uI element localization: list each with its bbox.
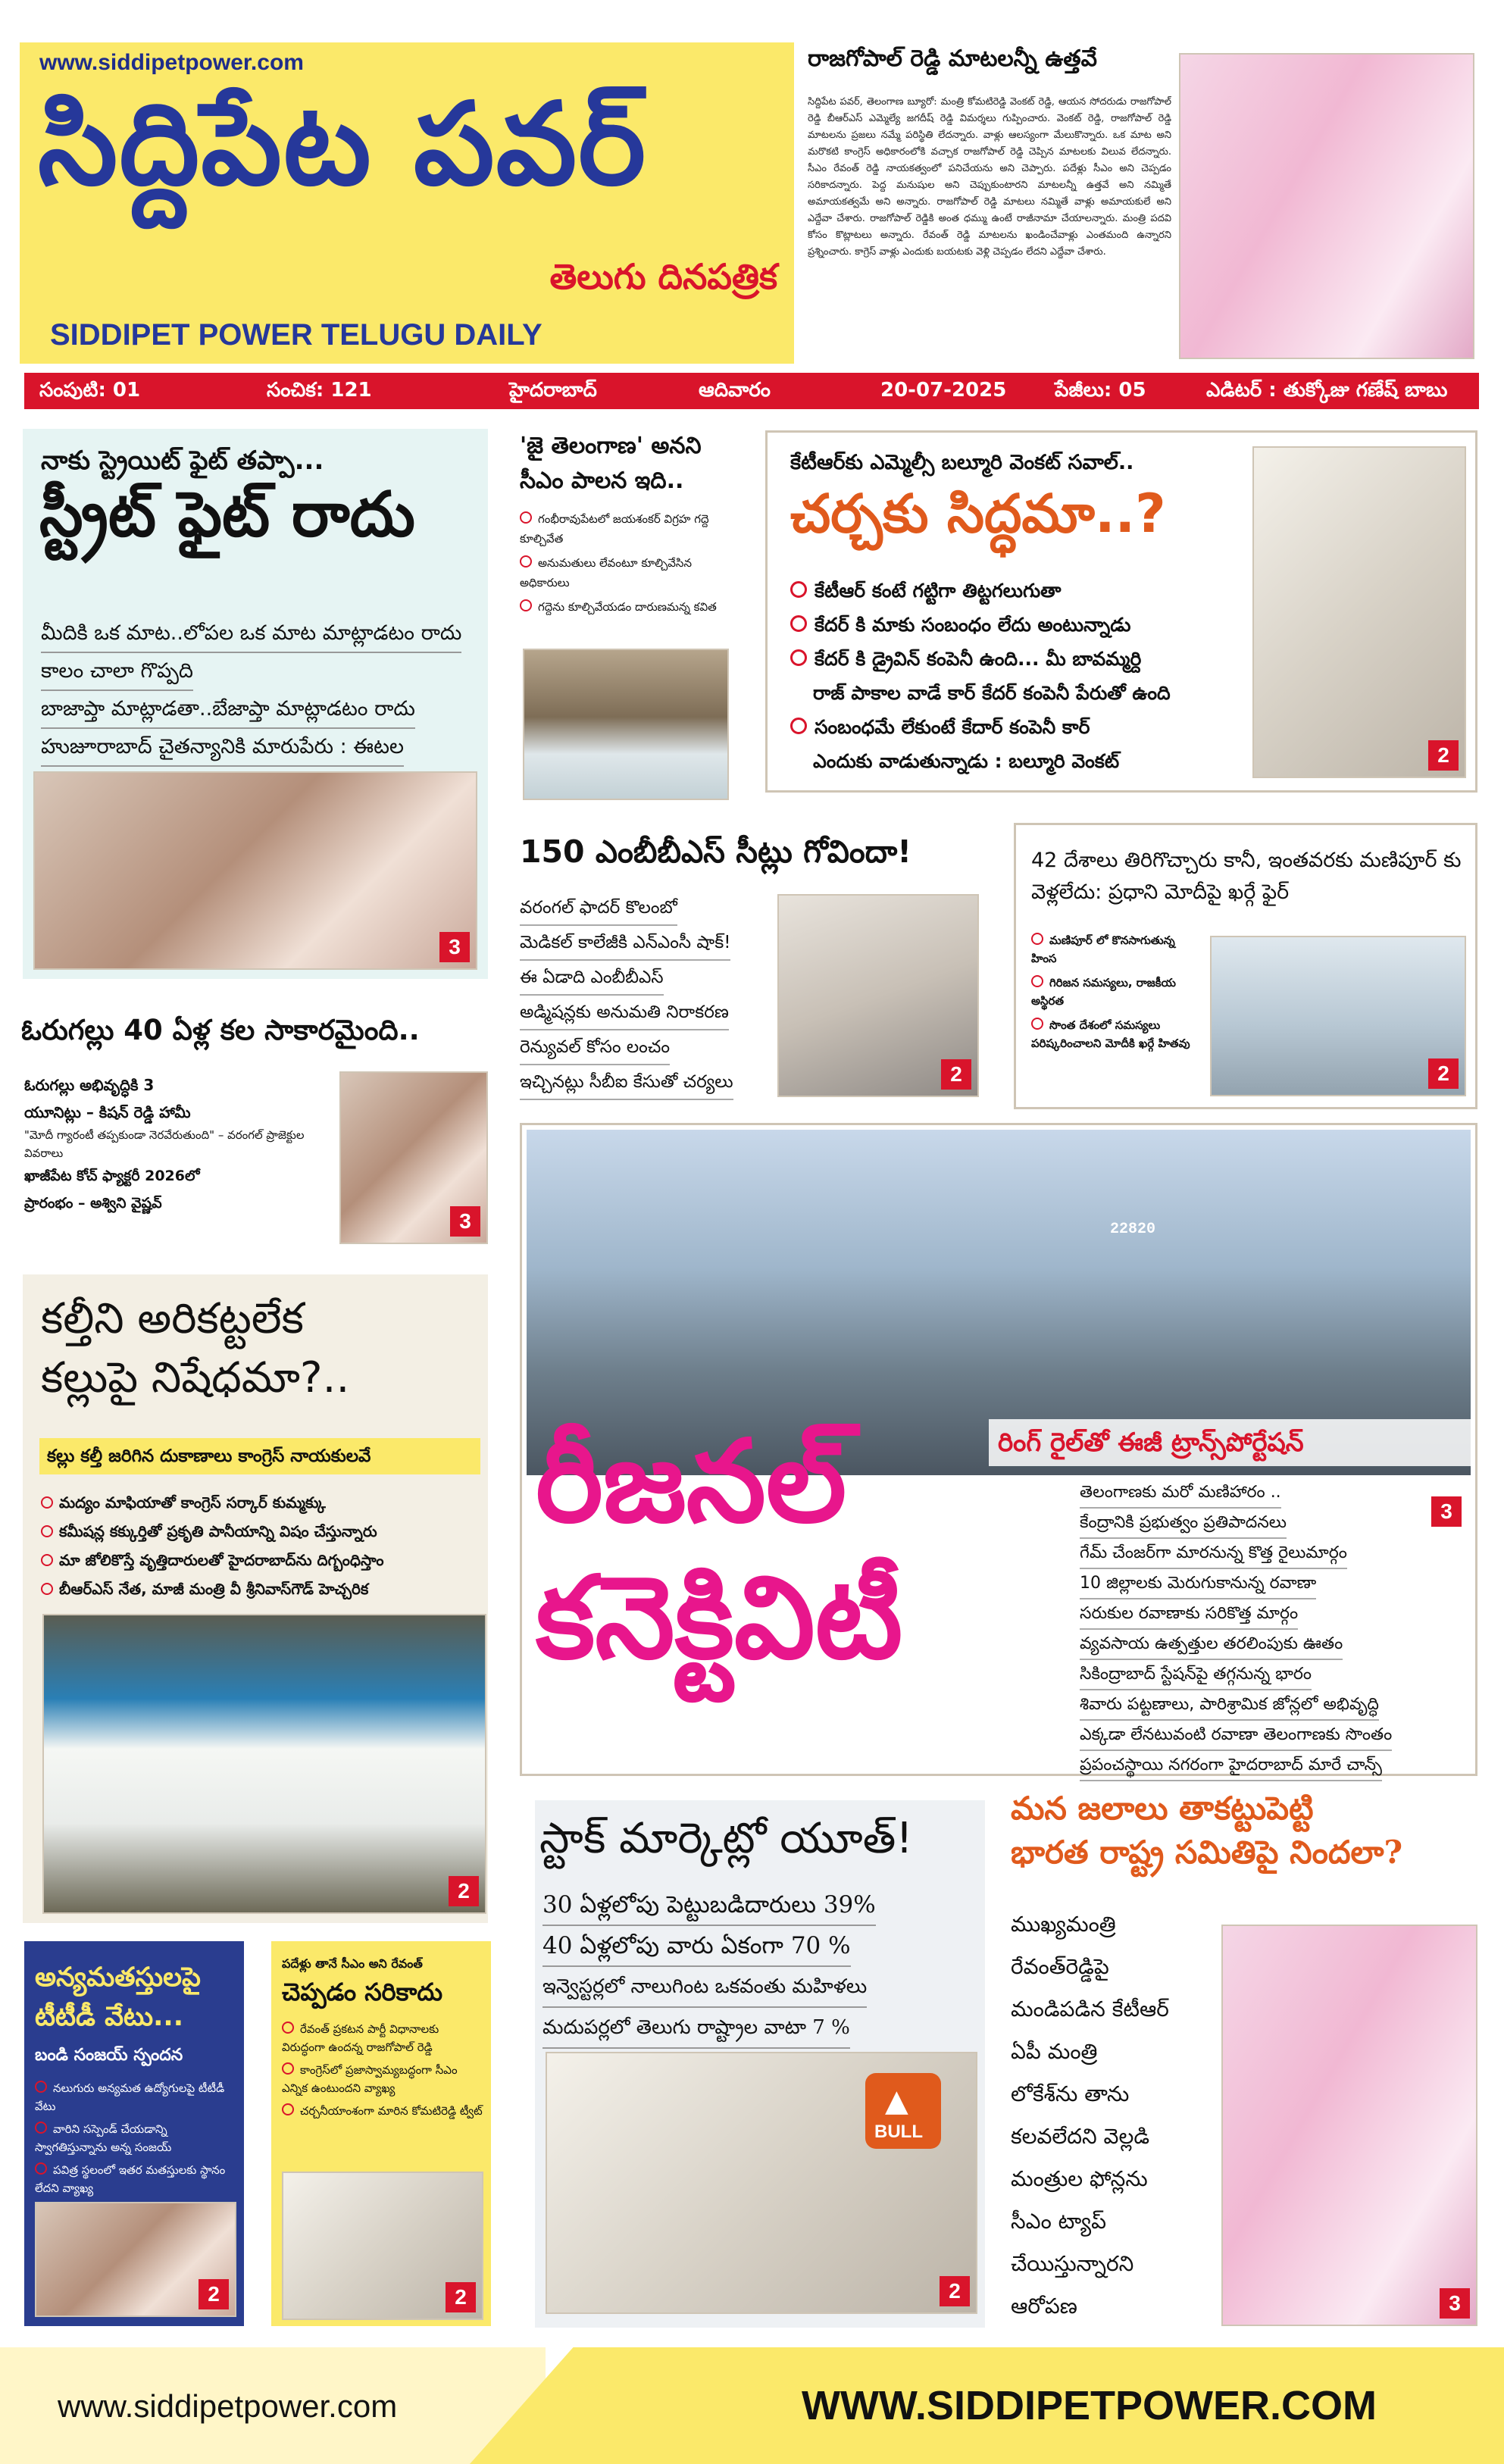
water-lines <box>1011 1903 1215 2328</box>
regional-line: సికింద్రాబాద్ స్టేషన్‌పై తగ్గనున్న భారం <box>1080 1660 1312 1690</box>
warangal-photo <box>339 1071 488 1244</box>
masthead-subtitle-english: SIDDIPET POWER TELUGU DAILY <box>50 318 543 352</box>
warangal-line: ప్రారంభం – అశ్విని వైష్ణవ్ <box>24 1195 162 1212</box>
water-headline-2: భారత రాష్ట్ర సమితిపై నిందలా? <box>1011 1834 1403 1871</box>
water-line: ముఖ్యమంత్రి <box>1011 1912 1116 1937</box>
stock-line: 40 ఏళ్లలోపు వారు ఏకంగా 70 % <box>543 1926 851 1967</box>
street-fight-line: కాలం చాలా గొప్పది <box>41 653 193 691</box>
stock-headline: స్టాక్ మార్కెట్లో యూత్! <box>539 1814 913 1863</box>
ktr-ballur-line: ఎందుకు వాడుతున్నాడు : బల్మూరి వెంకట్ <box>813 750 1120 772</box>
mbbs-line: ఈ ఏడాది ఎంబీబీఎస్ <box>520 961 664 996</box>
jai-telangana-headline: 'జై తెలంగాణ' అనని సీఎం పాలన ఇది.. <box>520 433 702 494</box>
mbbs-line: వరంగల్ ఫాదర్ కొలంబో <box>520 891 677 926</box>
page-number-badge: 3 <box>450 1206 480 1237</box>
bull-badge <box>865 2073 941 2149</box>
top-story-headline: రాజగోపాల్ రెడ్డి మాటలన్నీ ఉత్తవే <box>808 45 1097 72</box>
manipur-bullet: గిరిజన సమస్యలు, రాజకీయ అస్థిరత <box>1031 974 1190 1010</box>
regional-line: 10 జిల్లాలకు మెరుగుకానున్న రవాణా <box>1080 1569 1316 1599</box>
warangal-lines <box>24 1071 320 1217</box>
page-number-badge: 2 <box>449 1876 479 1906</box>
kallu-bullet: బీఆర్ఎస్ నేత, మాజీ మంత్రి వీ శ్రీనివాస్‌గౌడ్ హెచ్చరిక <box>41 1574 483 1603</box>
revanth-bullets <box>282 2020 483 2120</box>
regional-headline-1: రీజనల్ <box>536 1416 847 1548</box>
revanth-bullet: చర్చనీయాంశంగా మారిన కోమటిరెడ్డి ట్వీట్ <box>282 2102 483 2120</box>
regional-line: సరుకుల రవాణాకు సరికొత్త మార్గం <box>1080 1599 1298 1630</box>
dateline-pages: పేజీలు: 05 <box>1055 379 1146 402</box>
water-line: సీఎం ట్యాప్ <box>1011 2209 1106 2234</box>
water-line: రేవంత్‌రెడ్డిపై <box>1011 1954 1109 1979</box>
page-number-badge: 2 <box>941 1059 971 1090</box>
ttd-sub: బండి సంజయ్ స్పందన <box>35 2046 183 2065</box>
top-story-photo <box>1179 53 1474 359</box>
street-fight-line: బాజాప్తా మాట్లాడతా..బేజాప్తా మాట్లాడటం రాదు <box>41 691 415 729</box>
jai-telangana-bullets <box>520 509 739 617</box>
ktr-ballur-bullet: కేటీఆర్ కంటే గట్టిగా తిట్టగలుగుతా <box>790 574 1245 608</box>
revanth-headline: చెప్పడం సరికాదు <box>282 1978 443 2006</box>
mbbs-line: అడ్మిషన్లకు అనుమతి నిరాకరణ <box>520 996 729 1030</box>
water-line: లోకేశ్‌ను తాను <box>1011 2081 1130 2106</box>
page-number-badge: 2 <box>446 2282 476 2312</box>
water-photo <box>1221 1925 1477 2326</box>
kallu-bullets <box>41 1488 483 1603</box>
regional-line: ఎక్కడా లేనటువంటి రవాణా తెలంగాణకు సొంతం <box>1080 1721 1392 1751</box>
jai-telangana-bullet: అనుమతులు లేవంటూ కూల్చివేసిన అధికారులు <box>520 553 739 593</box>
kallu-bullet: మా జోలికొస్తే వృత్తిదారులతో హైదరాబాద్‌ను దిగ్బంధిస్తాం <box>41 1546 483 1574</box>
regional-subhead: రింగ్ రైల్‌తో ఈజీ ట్రాన్స్‌పోర్టేషన్ <box>989 1419 1474 1466</box>
manipur-bullet: సొంత దేశంలో సమస్యలు పరిష్కరించాలని మోదీకి ఖర్గే హితవు <box>1031 1016 1190 1052</box>
top-story <box>808 45 1171 364</box>
kallu-banner: కల్లు కల్తీ జరిగిన దుకాణాలు కాంగ్రెస్ నాయకులవే <box>39 1438 480 1474</box>
street-fight-photo <box>33 771 477 970</box>
regional-loco-number: 22820 <box>1110 1221 1156 1238</box>
manipur-story <box>1014 823 1477 1109</box>
bull-icon: ▲ <box>885 2084 908 2118</box>
ktr-ballur-bullet: కేదర్ కి మాకు సంబంధం లేదు అంటున్నాడు <box>790 608 1245 642</box>
top-story-body: సిద్దిపేట పవర్, తెలంగాణ బ్యూరో: మంత్రి కోమటిరెడ్డి వెంకట్ రెడ్డి, ఆయన సోదరుడు రాజగోపాల్ రెడ్డి బీఆర్ఎస్ ఎమ్మెల్యే జగదీష్ రెడ్డి విమర్శలు గుప్పించారు. వెంకట్ రెడ్డి, రాజగోపాల్ రెడ్డి మాటలను ప్రజలు నమ్మే పరిస్థితి లేదన్నారు. వాళ్లు ఆలస్యంగా మేలుకొన్నారు. ఒక మాట అని మరొకటి కాంగ్రెస్ అధికారంలోకి వచ్చాక రాజగోపాల్ రెడ్డి చెప్పిన మాటలకు విలువ లేదన్నారు. సీఎం రేవంత్ రెడ్డి నాయకత్వంలో పనిచేయను అని చెప్పారు. పదేళ్లు సీఎం అని చెప్పడం సరికాదన్నారు. పెద్ద మనుషుల అని చెప్పుకుంటారని మాటలన్నీ ఉత్తవే అని నమ్మితే అమాయకత్వమే అని అన్నారు. రాజగోపాల్ రెడ్డి మాటలు నమ్మితే వాళ్లు అమాయకులే అని ఎద్దేవా చేశారు. రాజగోపాల్ రెడ్డికి అంత ధమ్ము ఉంటే రాజీనామా చేయాలన్నారు. మంత్రి పదవి కోసం కొట్లాటలు అన్నారు. రేవంత్ రెడ్డి మాటలను ఖండించేవాళ్లు ఎంతమంది ఉన్నారని ప్రశ్నించారు. కాగ్రెస్ వాళ్లు ఎందుకు బయటకు వెళ్లి చెప్పడం లేదని ఎద్దేవా చేశారు. <box>808 96 1171 258</box>
page-number-badge: 2 <box>199 2279 229 2309</box>
kallu-headline-1: కల్తీని అరికట్టలేక <box>41 1294 304 1343</box>
footer <box>0 2347 1504 2464</box>
dateline-day: ఆదివారం <box>699 379 771 402</box>
page-number-badge: 2 <box>1428 740 1459 771</box>
kallu-bullet: కమీషన్ల కక్కుర్తితో ప్రకృతి పానీయాన్ని విషం చేస్తున్నారు <box>41 1517 483 1546</box>
street-fight-lines <box>41 615 480 767</box>
jai-telangana-story <box>520 429 739 808</box>
kallu-bullet: మద్యం మాఫియాతో కాంగ్రెస్ సర్కార్ కుమ్మక్కు <box>41 1488 483 1517</box>
page-number-badge: 2 <box>940 2276 970 2306</box>
water-line: మంత్రుల ఫోన్లను <box>1011 2166 1148 2191</box>
page-number-badge: 3 <box>439 932 470 962</box>
ttd-bullet: నలుగురు అన్యమత ఉద్యోగులపై టీటీడీ వేటు <box>35 2079 236 2115</box>
dateline-date: 20-07-2025 <box>880 379 1007 402</box>
ktr-ballur-photo <box>1252 446 1466 778</box>
kallu-headline-2: కల్లుపై నిషేధమా?.. <box>41 1353 350 1402</box>
kallu-photo <box>42 1614 486 1914</box>
stock-lines <box>543 1885 977 2049</box>
stock-photo <box>546 2052 977 2314</box>
warangal-line: ఓరుగల్లు అభివృద్ధికి 3 <box>24 1076 155 1094</box>
warangal-headline: ఓరుగల్లు 40 ఏళ్ల కల సాకారమైంది.. <box>21 1014 420 1046</box>
warangal-line: యూనిట్లు – కిషన్ రెడ్డి హామీ <box>24 1103 191 1121</box>
ttd-bullets <box>35 2079 236 2197</box>
masthead-website[interactable]: www.siddipetpower.com <box>39 50 304 75</box>
stock-line: మదుపర్లలో తెలుగు రాష్ట్రాల వాటా 7 % <box>543 2008 850 2049</box>
kallu-story <box>23 1274 488 1923</box>
water-line: మండిపడిన కేటీఆర్ <box>1011 1997 1169 2022</box>
regional-line: శివారు పట్టణాలు, పారిశ్రామిక జోన్లలో అభివృద్ధి <box>1080 1690 1379 1721</box>
revanth-bullet: కాంగ్రెస్‌లో ప్రజాస్వామ్యబద్ధంగా సీఎం ఎన్నిక ఉంటుందని వ్యాఖ్య <box>282 2061 483 2097</box>
regional-line: కేంద్రానికి ప్రభుత్వం ప్రతిపాదనలు <box>1080 1509 1287 1539</box>
stock-line: ఇన్వెస్టర్లలో నాలుగింట ఒకవంతు మహిళలు <box>543 1967 867 2008</box>
revanth-photo <box>282 2172 483 2320</box>
masthead-subtitle-telugu: తెలుగు దినపత్రిక <box>549 256 777 297</box>
regional-line: ప్రపంచస్థాయి నగరంగా హైదరాబాద్ మారే చాన్స్ <box>1080 1751 1382 1781</box>
mbbs-story <box>520 833 985 1106</box>
jai-telangana-bullet: గంభీరావుపేటలో జయశంకర్ విగ్రహ గద్దె కూల్చివేత <box>520 509 739 549</box>
manipur-photo <box>1210 936 1466 1096</box>
dateline-city: హైదరాబాద్ <box>509 379 597 402</box>
masthead-title: సిద్దిపేట పవర్ <box>38 79 648 211</box>
page-number-badge: 2 <box>1428 1058 1459 1089</box>
regional-line: తెలంగాణకు మరో మణిహారం .. <box>1080 1478 1281 1509</box>
jai-telangana-bullet: గద్దెను కూల్చివేయడం దారుణమన్న కవిత <box>520 597 739 617</box>
ttd-bullet: వారిని సస్పెండ్ చేయడాన్ని స్వాగతిస్తున్నాను అన్న సంజయ్ <box>35 2120 236 2156</box>
warangal-line: "మోదీ గ్యారంటీ తప్పకుండా నెరవేరుతుంది" – వరంగల్ ప్రాజెక్టుల వివరాలు <box>24 1128 305 1160</box>
revanth-kicker: పదేళ్లు తానే సీఎం అని రేవంత్ <box>282 1956 423 1971</box>
dateline-editor: ఎడిటర్ : తుక్కోజు గణేష్ బాబు <box>1206 379 1448 402</box>
water-story <box>1011 1790 1477 2332</box>
regional-headline-2: కనెక్టివిటీ <box>536 1553 903 1684</box>
mbbs-photo <box>777 894 979 1097</box>
ktr-ballur-bullet: కేదర్ కి డ్రైవిన్ కంపెనీ ఉంది... మీ బావమ్మర్ది <box>790 642 1245 676</box>
water-line: ఏపీ మంత్రి <box>1011 2039 1098 2064</box>
ktr-ballur-line: రాజ్ పాకాల వాడే కార్ కేదర్ కంపెనీ పేరుతో ఉంది <box>813 682 1171 704</box>
mbbs-headline: 150 ఎంబీబీఎస్ సీట్లు గోవిందా! <box>520 833 912 870</box>
street-fight-line: హుజూరాబాద్ చైతన్యానికి మారుపేరు : ఈటల <box>41 729 404 767</box>
ktr-ballur-bullet: సంబంధమే లేకుంటే కేదార్ కంపెనీ కార్ <box>790 710 1245 744</box>
manipur-bullets <box>1031 931 1190 1052</box>
regional-line: వ్యవసాయ ఉత్పత్తుల తరలింపుకు ఊతం <box>1080 1630 1343 1660</box>
dateline-volume: సంపుటి: 01 <box>39 379 141 402</box>
ttd-story <box>24 1941 244 2326</box>
footer-website-right[interactable]: WWW.SIDDIPETPOWER.COM <box>802 2383 1377 2428</box>
regional-line: గేమ్ చేంజర్‌గా మారనున్న కొత్త రైలుమార్గం <box>1080 1539 1347 1569</box>
mbbs-line: ఇచ్చినట్లు సీబీఐ కేసుతో చర్యలు <box>520 1065 733 1100</box>
ktr-ballur-headline: చర్చకు సిద్ధమా..? <box>790 483 1166 545</box>
street-fight-kicker: నాకు స్ట్రెయిట్ ఫైట్ తప్పా... <box>41 446 324 476</box>
jai-telangana-photo <box>523 649 729 800</box>
street-fight-line: మీదికి ఒక మాట..లోపల ఒక మాట మాట్లాడటం రాదు <box>41 615 461 653</box>
mbbs-line: రెన్యువల్ కోసం లంచం <box>520 1030 670 1065</box>
regional-story <box>520 1123 1477 1776</box>
bull-label: BULL <box>874 2122 923 2142</box>
mbbs-lines <box>520 891 770 1100</box>
water-line: చేయిస్తున్నారని <box>1011 2251 1134 2276</box>
ttd-headline: అన్యమతస్తులపై టీటీడీ వేటు... <box>35 1962 201 2032</box>
ttd-bullet: పవిత్ర స్థలంలో ఇతర మతస్తులకు స్థానం లేదని వ్యాఖ్య <box>35 2161 236 2197</box>
water-headline-1: మన జలాలు తాకట్టుపెట్టి <box>1011 1790 1314 1827</box>
warangal-story <box>21 1014 491 1256</box>
masthead <box>20 42 794 364</box>
street-fight-headline: స్ట్రీట్ ఫైట్ రాదు <box>39 479 415 551</box>
mbbs-line: మెడికల్ కాలేజీకి ఎన్ఎంసీ షాక్! <box>520 926 730 961</box>
warangal-line: ఖాజీపేట కోచ్ ఫ్యాక్టరీ 2026లో <box>24 1168 200 1184</box>
ktr-ballur-story <box>765 430 1477 793</box>
stock-story <box>535 1800 985 2328</box>
footer-website-left[interactable]: www.siddipetpower.com <box>58 2388 398 2424</box>
manipur-bullet: మణిపూర్ లో కొనసాగుతున్న హింస <box>1031 931 1190 968</box>
manipur-headline: 42 దేశాలు తిరిగొచ్చారు కానీ, ఇంతవరకు మణిపూర్ కు వెళ్లలేదు: ప్రధాని మోదీపై ఖర్గే ఫైర్ <box>1031 849 1462 904</box>
water-line: కలవలేదని వెల్లడి <box>1011 2124 1150 2149</box>
dateline-bar <box>24 373 1479 409</box>
revanth-story <box>271 1941 491 2326</box>
page-number-badge: 3 <box>1431 1496 1462 1527</box>
stock-line: 30 ఏళ్లలోపు పెట్టుబడిదారులు 39% <box>543 1885 876 1926</box>
revanth-bullet: రేవంత్ ప్రకటన పార్టీ విధానాలకు విరుద్ధంగా ఉందన్న రాజగోపాల్ రెడ్డి <box>282 2020 483 2056</box>
regional-lines <box>1080 1478 1474 1781</box>
page-number-badge: 3 <box>1440 2288 1470 2319</box>
ttd-photo <box>35 2202 236 2317</box>
ktr-ballur-bullets <box>790 574 1245 778</box>
ktr-ballur-kicker: కేటీఆర్‌కు ఎమ్మెల్సీ బల్మూరి వెంకట్ సవాల్.. <box>790 451 1134 474</box>
dateline-issue: సంచిక: 121 <box>267 379 372 402</box>
water-line: ఆరోపణ <box>1011 2294 1077 2319</box>
street-fight-story <box>23 429 488 979</box>
